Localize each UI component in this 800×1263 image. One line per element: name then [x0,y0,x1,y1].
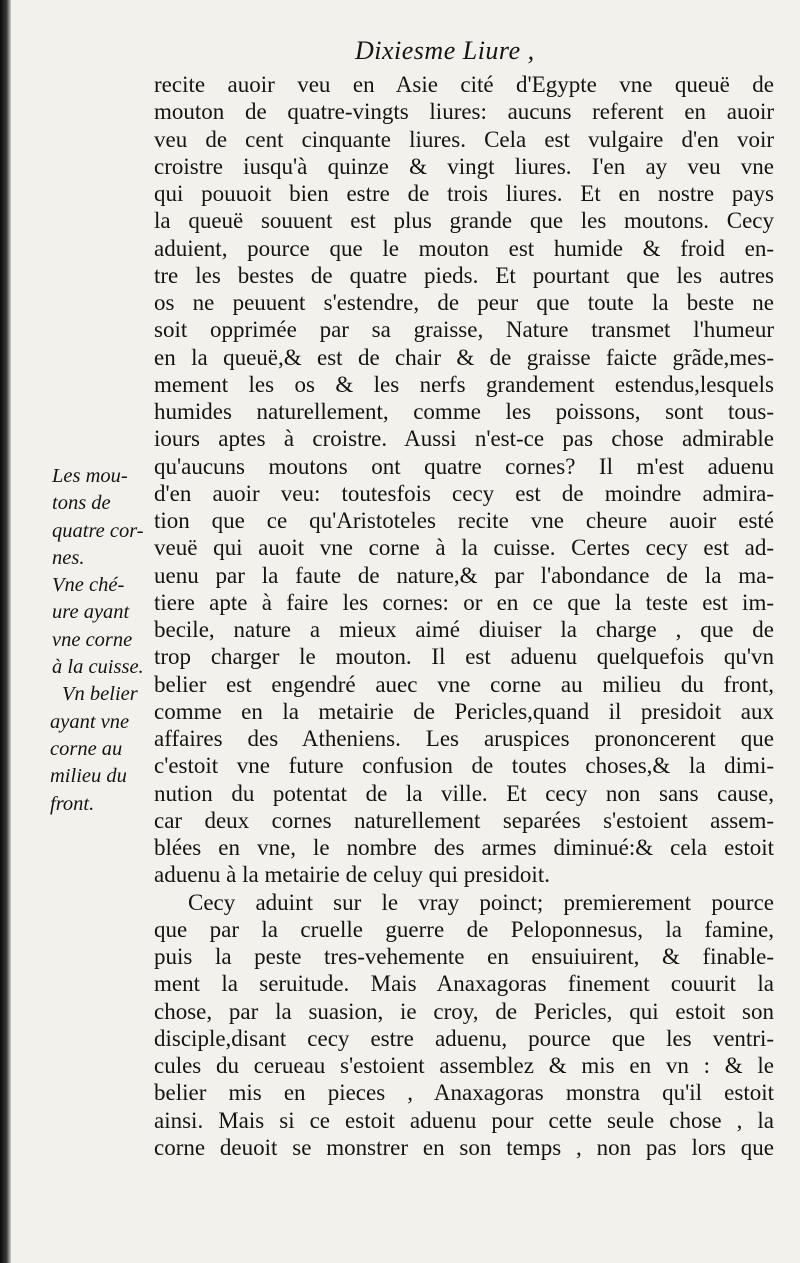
text-line: c'estoit vne future confusion de toutes choses,& la dimi- [154,753,774,779]
text-line: affaires des Atheniens. Les aruspices prononcerent que [154,726,774,751]
margin-note-line: vne corne [52,628,133,651]
text-line: cules du cerueau s'estoient assemblez & mis en vn : & le [154,1053,774,1078]
text-line: puis la peste tres-vehemente en ensuiuirent, & finable- [154,944,774,969]
margin-note-cheure [50,572,158,681]
margin-note-line: front. [50,792,95,815]
margin-note-line: corne au [50,737,123,760]
margin-note-line: Vne ché- [52,574,125,597]
text-line: croistre iusqu'à quinze & vingt liures. I'en ay veu vne [154,153,774,179]
margin-note-line: ayant vne [50,710,130,733]
text-line: soit opprimée par sa graisse, Nature transmet l'humeur [154,317,774,343]
body-text [154,71,774,1161]
text-line: la queuë souuent est plus grande que les moutons. Cecy [154,208,774,234]
page-gutter-shadow [0,0,11,1263]
margin-note-line: quatre cor- [52,519,144,542]
text-line: veu de cent cinquante liures. Cela est vulgaire d'en voir [154,126,774,152]
text-line: blées en vne, le nombre des armes diminué:& cela estoit [154,835,774,860]
text-line: comme en la metairie de Pericles,quand il presidoit aux [154,698,774,724]
margin-note-line: milieu du [50,765,127,788]
text-line: recite auoir veu en Asie cité d'Egypte vne queuë de [154,72,774,97]
text-line: mement les os & les nerfs grandement estendus,lesquels [154,371,774,397]
margin-note-moutons [50,463,158,572]
margin-notes [50,463,158,818]
text-line: corne deuoit se monstrer en son temps , non pas lors que [154,1134,774,1160]
text-line: d'en auoir veu: toutesfois cecy est de moindre admira- [154,480,774,506]
text-line: en la queuë,& est de chair & de graisse faicte grãde,mes- [154,344,774,370]
text-line: disciple,disant cecy estre aduenu, pource que les ventri- [154,1025,774,1051]
text-line: becile, nature a mieux aimé diuiser la charge , que de [154,617,774,642]
text-line: iours aptes à croistre. Aussi n'est-ce pas chose admirable [154,426,774,452]
text-line: belier est engendré auec vne corne au milieu du front, [154,671,774,697]
margin-note-line: Les mou- [52,465,128,487]
margin-note-line: ure ayant [52,601,130,624]
text-line: trop charger le mouton. Il est aduenu quelquefois qu'vn [154,644,774,670]
text-line: nution du potentat de la ville. Et cecy non sans cause, [154,780,774,806]
text-line: Cecy aduint sur le vray poinct; premierement pource [188,889,774,915]
margin-note-line: Vn belier [62,683,138,706]
text-line: humides naturellement, comme les poissons, sont tous- [154,399,774,424]
text-line: uenu par la faute de nature,& par l'abondance de la ma- [154,562,774,588]
text-line: que par la cruelle guerre de Peloponnesus, la famine, [154,916,774,942]
margin-note-line: à la cuisse. [52,656,144,679]
text-line: tre les bestes de quatre pieds. Et pourtant que les autres [154,262,774,288]
margin-note-line: tons de [52,492,111,515]
text-line: qu'aucuns moutons ont quatre cornes? Il m'est aduenu [154,453,774,479]
text-line: tiere apte à faire les cornes: or en ce que la teste est im- [154,589,774,615]
text-line: mouton de quatre-vingts liures: aucuns referent en auoir [154,99,774,125]
text-line: chose, par la suasion, ie croy, de Pericles, qui estoit son [154,998,774,1024]
text-line: aduenu à la metairie de celuy qui presidoit. [154,862,550,888]
text-line: car deux cornes naturellement separées s'estoient assem- [154,807,774,833]
running-head: Dixiesme Liure , [355,36,535,65]
text-line: ment la seruitude. Mais Anaxagoras finement couurit la [154,971,774,997]
text-line: qui pouuoit bien estre de trois liures. Et en nostre pays [154,181,774,206]
text-line: os ne peuuent s'estendre, de peur que toute la beste ne [154,290,774,315]
margin-note-belier [50,681,158,817]
text-line: veuë qui auoit vne corne à la cuisse. Certes cecy est ad- [154,535,774,561]
text-line: aduient, pource que le mouton est humide & froid en- [154,235,774,261]
margin-note-line: nes. [52,546,85,569]
text-line: belier mis en pieces , Anaxagoras monstra qu'il estoit [154,1080,774,1106]
text-line: tion que ce qu'Aristoteles recite vne cheure auoir esté [154,508,774,533]
text-line: ainsi. Mais si ce estoit aduenu pour cette seule chose , la [154,1107,774,1133]
